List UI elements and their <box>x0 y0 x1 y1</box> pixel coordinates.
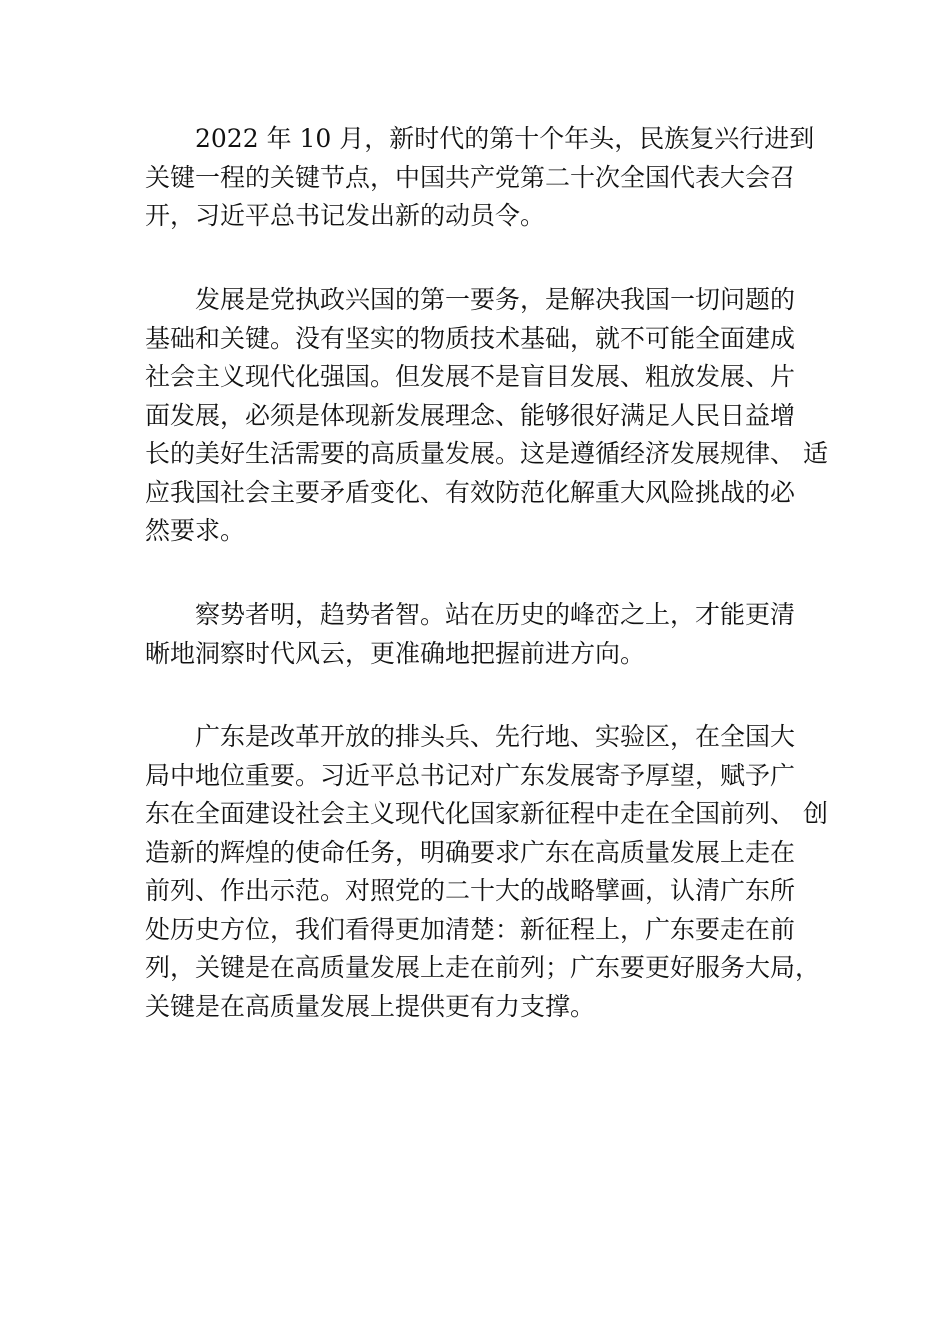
paragraph-line: 关键是在高质量发展上提供更有力支撑。 <box>145 991 596 1021</box>
paragraph-line: 长的美好生活需要的高质量发展。这是遵循经济发展规律、 适 <box>145 439 828 468</box>
paragraph-line: 处历史方位，我们看得更加清楚：新征程上，广东要走在前 <box>145 914 796 944</box>
paragraph-line: 察势者明，趋势者智。站在历史的峰峦之上，才能更清 <box>195 600 796 629</box>
paragraph-line: 发展是党执政兴国的第一要务，是解决我国一切问题的 <box>195 285 796 314</box>
paragraph-line: 晰地洞察时代风云，更准确地把握前进方向。 <box>145 638 646 668</box>
paragraph-line: 2022 年 10 月，新时代的第十个年头，民族复兴行进到 <box>195 124 815 153</box>
paragraph-line: 广东是改革开放的排头兵、先行地、实验区，在全国大 <box>195 722 796 751</box>
paragraph-2 <box>145 281 828 551</box>
paragraph-line: 关键一程的关键节点，中国共产党第二十次全国代表大会召 <box>145 162 796 192</box>
paragraph-line: 开，习近平总书记发出新的动员令。 <box>145 201 546 230</box>
paragraph-line: 基础和关键。没有坚实的物质技术基础，就不可能全面建成 <box>145 323 796 353</box>
paragraph-line: 局中地位重要。习近平总书记对广东发展寄予厚望，赋予广 <box>145 760 796 790</box>
paragraph-line: 东在全面建设社会主义现代化国家新征程中走在全国前列、 创 <box>145 799 828 828</box>
paragraph-line: 造新的辉煌的使命任务，明确要求广东在高质量发展上走在 <box>145 837 796 867</box>
paragraph-line: 社会主义现代化强国。但发展不是盲目发展、粗放发展、片 <box>145 362 796 391</box>
paragraph-3 <box>145 596 815 673</box>
paragraph-1 <box>145 120 815 236</box>
paragraph-line: 前列、作出示范。对照党的二十大的战略擘画，认清广东所 <box>145 876 796 905</box>
paragraph-line: 列，关键是在高质量发展上走在前列；广东要更好服务大局， <box>145 953 821 982</box>
paragraph-line: 面发展，必须是体现新发展理念、能够很好满足人民日益增 <box>145 400 796 430</box>
paragraph-4 <box>145 718 828 1026</box>
paragraph-line: 应我国社会主要矛盾变化、有效防范化解重大风险挑战的必 <box>145 477 796 507</box>
paragraph-line: 然要求。 <box>145 516 246 545</box>
